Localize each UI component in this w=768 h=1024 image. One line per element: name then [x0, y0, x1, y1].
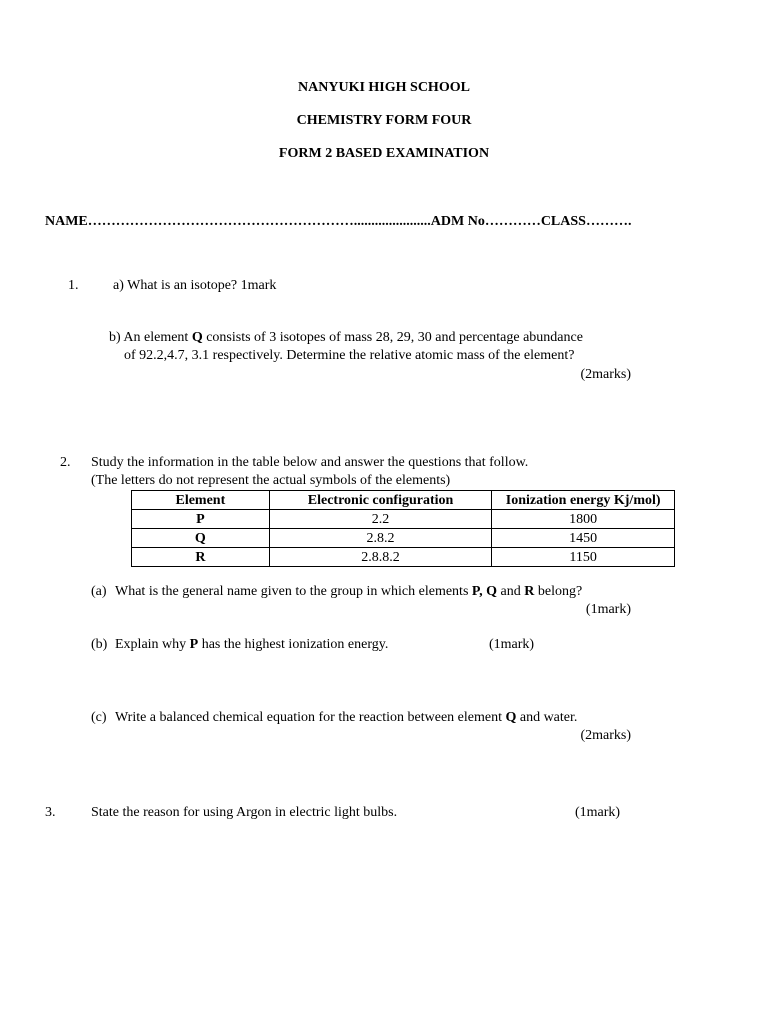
- q3-number: 3.: [45, 805, 56, 820]
- q2-b-text: [115, 637, 388, 653]
- table-row: [132, 548, 675, 567]
- q2-c-post: and water.: [516, 710, 578, 725]
- cell-ionization-energy: 1450: [492, 529, 675, 548]
- q2-a-label: (a): [91, 584, 107, 599]
- name-adm-class-line: NAME…………………………………………………......................ADM No…………CLASS……….: [45, 214, 632, 229]
- q1-b-element: Q: [191, 330, 203, 345]
- q1-b-marks: (2marks): [580, 367, 631, 382]
- q2-c-label: (c): [91, 710, 107, 725]
- q2-number: 2.: [60, 455, 71, 470]
- cell-element: Q: [132, 529, 270, 548]
- q1-part-a: a) What is an isotope? 1mark: [113, 278, 277, 293]
- exam-title: FORM 2 BASED EXAMINATION: [278, 146, 490, 161]
- q2-a-post: belong?: [534, 584, 583, 599]
- subject-title: CHEMISTRY FORM FOUR: [296, 113, 472, 128]
- q1-number: 1.: [68, 278, 79, 293]
- header-configuration: Electronic configuration: [269, 491, 492, 510]
- q2-b-label: (b): [91, 637, 108, 652]
- q2-b-element: P: [189, 637, 199, 652]
- cell-configuration: 2.8.2: [269, 529, 492, 548]
- q2-c-text: [115, 710, 577, 726]
- cell-ionization-energy: 1800: [492, 510, 675, 529]
- header-ionization-energy: Ionization energy Kj/mol): [492, 491, 675, 510]
- q2-c-pre: Write a balanced chemical equation for the reaction between element: [115, 710, 506, 725]
- cell-configuration: 2.2: [269, 510, 492, 529]
- q2-b-pre: Explain why: [115, 637, 190, 652]
- q3-text: State the reason for using Argon in electric light bulbs.: [91, 805, 398, 820]
- q2-b-marks: (1mark): [489, 637, 535, 652]
- table-row: [132, 510, 675, 529]
- q1-part-b-line1: [109, 330, 583, 346]
- cell-element: R: [132, 548, 270, 567]
- cell-element: P: [132, 510, 270, 529]
- table-header-row: [132, 491, 675, 510]
- q2-b-post: has the highest ionization energy.: [198, 637, 389, 652]
- q3-marks: (1mark): [575, 805, 621, 820]
- q2-a-elements: P, Q: [471, 584, 498, 599]
- q1-part-b-line2: of 92.2,4.7, 3.1 respectively. Determine the relative atomic mass of the element?: [124, 348, 575, 363]
- school-name: NANYUKI HIGH SCHOOL: [298, 80, 470, 95]
- header-element: Element: [132, 491, 270, 510]
- q2-a-text: [115, 584, 582, 600]
- q2-intro-line1: Study the information in the table below and answer the questions that follow.: [91, 455, 529, 470]
- q1-b-post: consists of 3 isotopes of mass 28, 29, 30 and percentage abundance: [202, 330, 583, 345]
- q2-c-element: Q: [505, 710, 517, 725]
- q1-b-pre: b) An element: [109, 330, 192, 345]
- q2-a-element-r: R: [524, 584, 535, 599]
- q2-a-marks: (1mark): [585, 602, 631, 617]
- table-row: [132, 529, 675, 548]
- q2-intro-line2: (The letters do not represent the actual symbols of the elements): [91, 473, 451, 488]
- cell-ionization-energy: 1150: [492, 548, 675, 567]
- q2-c-marks: (2marks): [580, 728, 631, 743]
- q2-a-mid: and: [497, 584, 525, 599]
- q2-a-pre: What is the general name given to the group in which elements: [115, 584, 472, 599]
- cell-configuration: 2.8.8.2: [269, 548, 492, 567]
- ionization-table: [131, 490, 675, 567]
